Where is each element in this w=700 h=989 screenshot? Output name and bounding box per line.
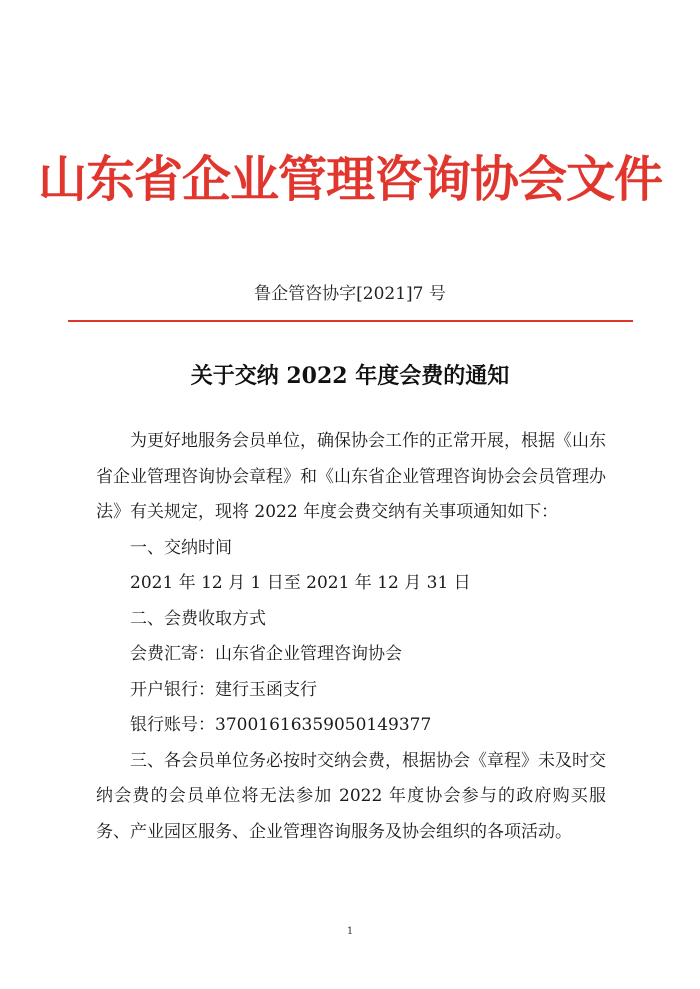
section1-content: 2021 年 12 月 1 日至 2021 年 12 月 31 日	[130, 573, 471, 593]
notice-title: 关于交纳 2022 年度会费的通知	[190, 363, 510, 389]
section3-paragraph: 三、各会员单位务必按时交纳会费，根据协会《章程》未及时交纳会费的会员单位将无法参加 2022 年度协会参与的政府购买服务、产业园区服务、企业管理咨询服务及协会组织的各项活动。	[96, 750, 606, 842]
section2-heading: 二、会费收取方式	[130, 608, 266, 629]
section1-heading: 一、交纳时间	[130, 537, 232, 558]
bank-line: 开户银行：建行玉函支行	[130, 679, 317, 700]
document-number: 鲁企管咨协字[2021]7 号	[254, 284, 446, 304]
intro-paragraph: 为更好地服务会员单位，确保协会工作的正常开展，根据《山东省企业管理咨询协会章程》和《山东省企业管理咨询协会会员管理办法》有关规定，现将 2022 年度会费交纳有关事项通知如下：	[96, 431, 606, 522]
page-number: 1	[346, 926, 354, 937]
red-divider	[68, 320, 633, 322]
org-title: 山东省企业管理咨询协会文件	[37, 151, 662, 208]
notice-body	[96, 424, 606, 850]
payee-line: 会费汇寄：山东省企业管理咨询协会	[130, 644, 402, 664]
account-line: 银行账号：37001616359050149377	[130, 715, 432, 735]
